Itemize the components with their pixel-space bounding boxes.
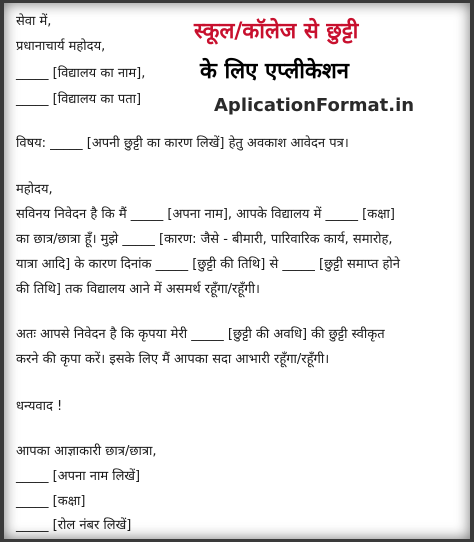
- letter-thanks: धन्यवाद !: [16, 399, 63, 414]
- school-address-field: _____ [विद्यालय का पता]: [16, 92, 142, 107]
- letter-to: सेवा में,: [16, 14, 52, 29]
- signature-class-field: _____ [कक्षा]: [16, 494, 86, 509]
- body-paragraph-2-line-1: अतः आपसे निवेदन है कि कृपया मेरी _____ [छुट्टी की अवधि] की छुट्टी स्वीकृत: [16, 327, 385, 342]
- body-paragraph-1-line-3: यात्रा आदि] के कारण दिनांक _____ [छुट्टी की तिथि] से _____ [छुट्टी समाप्त होने: [16, 257, 400, 272]
- letter-closing: आपका आज्ञाकारी छात्र/छात्रा,: [16, 444, 157, 459]
- body-paragraph-1-line-2: का छात्र/छात्रा हूँ। मुझे _____ [कारण: जैसे - बीमारी, पारिवारिक कार्य, समारोह,: [16, 232, 393, 247]
- header-title-black: के लिए एप्लीकेशन: [200, 59, 350, 84]
- brand-watermark: AplicationFormat.in: [214, 95, 415, 116]
- letter-recipient: प्रधानाचार्य महोदय,: [16, 39, 106, 54]
- signature-name-field: _____ [अपना नाम लिखें]: [16, 469, 141, 484]
- letter-subject: विषय: _____ [अपनी छुट्टी का कारण लिखें] हेतु अवकाश आवेदन पत्र।: [16, 136, 349, 151]
- body-paragraph-2-line-2: करने की कृपा करें। इसके लिए मैं आपका सदा आभारी रहूँगा/रहूँगी।: [16, 352, 330, 367]
- header-title-red: स्कूल/कॉलेज से छुट्टी: [194, 19, 359, 44]
- school-name-field: _____ [विद्यालय का नाम],: [16, 66, 146, 81]
- letter-page: [4, 3, 470, 539]
- body-paragraph-1-line-1: सविनय निवेदन है कि मैं _____ [अपना नाम], आपके विद्यालय में _____ [कक्षा]: [16, 207, 395, 222]
- letter-salutation: महोदय,: [16, 182, 53, 197]
- body-paragraph-1-line-4: की तिथि] तक विद्यालय आने में असमर्थ रहूँगा/रहूँगी।: [16, 282, 260, 297]
- signature-roll-field: _____ [रोल नंबर लिखें]: [16, 518, 132, 533]
